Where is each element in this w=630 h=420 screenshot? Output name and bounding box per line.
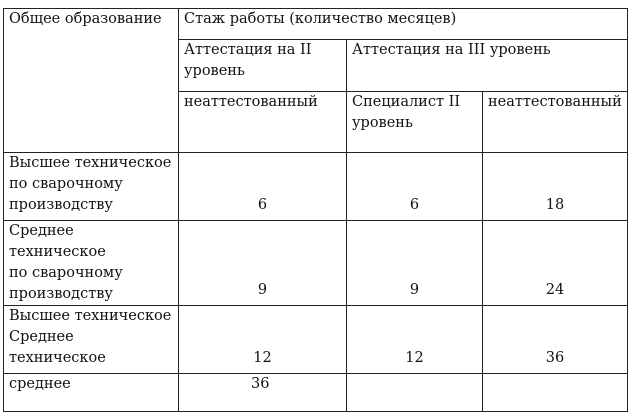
cell-value: 6 [179,153,347,221]
cell-value: 9 [179,221,347,306]
cell-value: 6 [347,153,483,221]
experience-table [3,8,628,412]
header-attest-2: Аттестация на II уровень [179,40,347,92]
row-label: Среднее техническое по сварочному производству [4,221,179,306]
subheader-a2-unattested: неаттестованный [179,92,347,153]
empty-cell [347,374,483,412]
empty-cell [483,374,628,412]
cell-value: 9 [347,221,483,306]
header-row-1 [4,9,628,40]
cell-value: 18 [483,153,628,221]
average-row [4,374,628,412]
cell-value: 36 [483,306,628,374]
table-row [4,306,628,374]
subheader-a3-unattested: неаттестованный [483,92,628,153]
table-row [4,221,628,306]
cell-value: 12 [347,306,483,374]
cell-value: 24 [483,221,628,306]
subheader-a3-specialist: Специалист II уровень [347,92,483,153]
cell-value: 12 [179,306,347,374]
table-row [4,153,628,221]
row-label: Высшее техническое по сварочному производству [4,153,179,221]
average-label: среднее [4,374,179,412]
row-label: Высшее техническое Среднее техническое [4,306,179,374]
header-experience: Стаж работы (количество месяцев) [179,9,628,40]
average-value: 36 [179,374,347,412]
header-education: Общее образование [4,9,179,153]
header-attest-3: Аттестация на III уровень [347,40,628,92]
